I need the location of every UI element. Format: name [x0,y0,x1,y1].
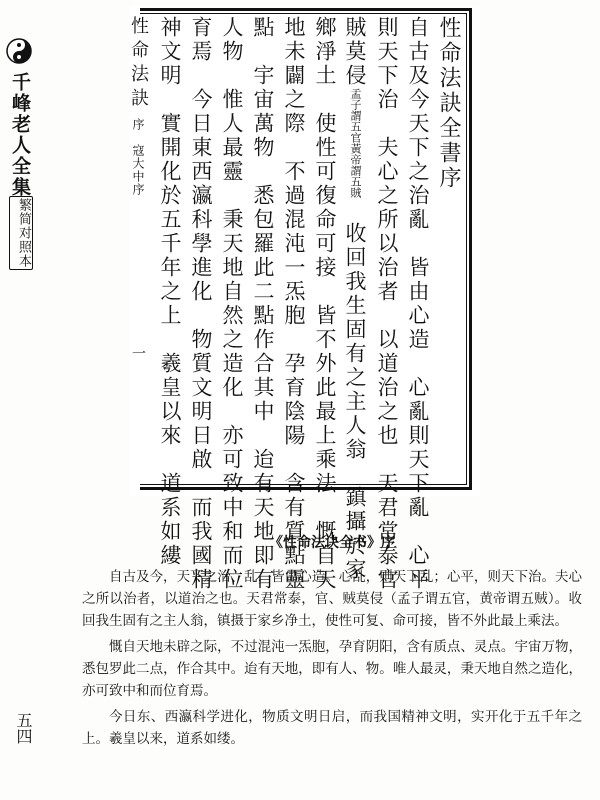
series-subtitle: 繁简对照本 [9,196,33,270]
scan-edge-author: 序 寇大中序 [131,118,145,196]
modern-transcription [82,532,582,754]
series-title: 千峰老人全集 [9,72,31,198]
scan-column: 鄉淨土 使性可復命可接 皆不外此最上乘法 慨自天 [313,16,337,592]
scan-column: 育焉 今日東西瀛科學進化 物質文明日啟 而我國精 [189,16,213,592]
scan-column: 人物 惟人最靈 秉天地自然之造化 亦可致中和而位 [220,16,244,592]
scan-column: 則天下治 夫心之所以治者 以道治之也 天君常泰官 [375,16,399,592]
modern-title: 《性命法诀全书》序 [269,535,395,551]
scan-column-text: 收回我生固有之主人翁 鎮攝於家 [343,198,367,582]
scan-column-text: 賊莫侵 [343,16,367,88]
scan-column: 神文明 實開化於五千年之上 羲皇以來 道系如縷 [158,16,182,568]
scan-column: 自古及今天下之治亂 皆由心造 心亂則天下亂 心平 [406,16,430,592]
modern-paragraph: 今日东、西瀛科学进化，物质文明日启，而我国精神文明，实开化于五千年之上。羲皇以来，道系如缕。 [82,709,582,747]
scan-column: 點 宇宙萬物 悉包羅此二點作合其中 迨有天地即有 [251,16,275,592]
scan-edge-title: 性命法訣 [128,16,149,112]
scan-edge-column [128,16,151,484]
scan-column-note: 孟子謂五官黃帝謂五賊 [349,88,362,198]
scan-column [343,16,368,582]
side-margin [0,0,42,800]
scan-title: 性命法訣全書序 [436,16,461,191]
modern-paragraph: 慨自天地未辟之际，不过混沌一炁胞，孕育阴阳，含有质点、灵点。宇宙万物，悉包罗此二点，作合其中。迨有天地，即有人、物。唯人最灵，秉天地自然之造化，亦可致中和而位育焉。 [82,639,582,699]
taiji-icon [6,38,32,64]
scan-folio: 一 [130,346,146,366]
scan-column: 地未闢之際 不過混沌一炁胞 孕育陰陽 含有質點靈 [282,16,306,592]
modern-paragraph: 自古及今，天下之治、乱，皆由心造。心乱，则天下乱；心平，则天下治。夫心之所以治者，以道治之也。天君常泰，官、贼莫侵（孟子谓五官，黄帝谓五贼）。收回我生固有之主人翁，镇摄于家乡净土，使性可复、命可接，皆不外此最上乘法。 [82,569,582,629]
page-number: 五四 [14,712,33,744]
